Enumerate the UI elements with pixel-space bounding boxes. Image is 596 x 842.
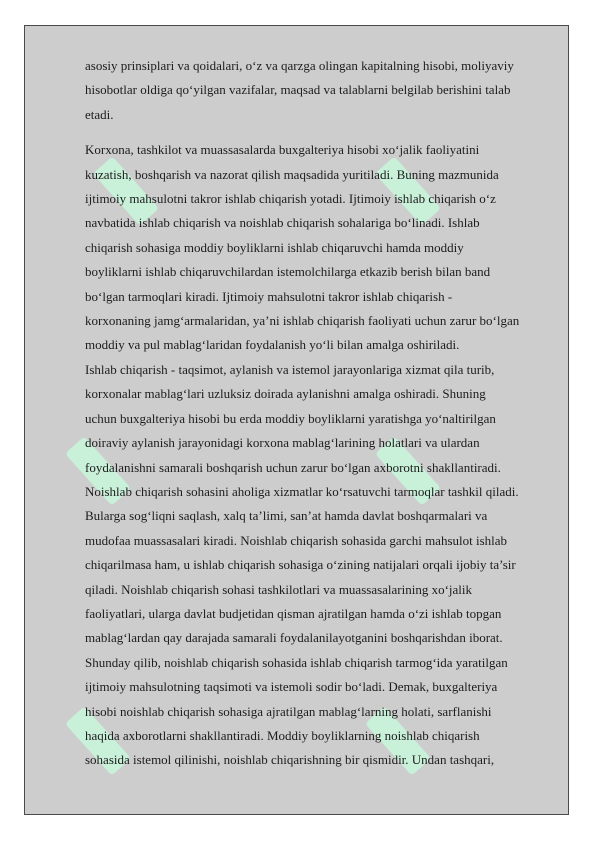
page-sheet [24, 25, 569, 815]
text-line: Ishlab chiqarish - taqsimot, aylanish va istemol jarayonlariga xizmat qila turib, [85, 361, 495, 377]
text-line: etadi. [85, 106, 114, 122]
text-line: Shunday qilib, noishlab chiqarish sohasida ishlab chiqarish tarmog‘ida yaratilgan [85, 654, 508, 670]
text-line: Bularga sog‘liqni saqlash, xalq ta’limi, san’at hamda davlat boshqarmalari va [85, 508, 488, 524]
text-line: hisobi noishlab chiqarish sohasiga ajratilgan mablag‘larning holati, sarflanishi [85, 703, 492, 719]
text-line: ijtimoiy mahsulotning taqsimoti va istemoli sodir bo‘ladi. Demak, buxgalteriya [85, 679, 498, 695]
text-line: korxonalar mablag‘lari uzluksiz doirada aylanishni amalga oshiradi. Shuning [85, 386, 486, 402]
text-line: moddiy va pul mablag‘laridan foydalanish yo‘li bilan amalga oshiriladi. [85, 337, 460, 353]
text-line: korxonaning jamg‘armalaridan, ya’ni ishlab chiqarish faoliyati uchun zarur bo‘lgan [85, 313, 520, 329]
text-line: doiraviy aylanish jarayonidagi korxona mablag‘larining holatlari va ulardan [85, 435, 480, 451]
text-line: sohasida istemol qilinishi, noishlab chiqarishning bir qismidir. Undan tashqari, [85, 752, 495, 768]
text-line: chiqarish sohasiga moddiy boyliklarni ishlab chiqaruvchi hamda moddiy [85, 239, 464, 255]
text-line: chiqarilmasa ham, u ishlab chiqarish sohasiga o‘zining natijalari orqali ijobiy ta’sir [85, 557, 516, 573]
text-line: mablag‘lardan qay darajada samarali foydalanilayotganini boshqarishdan iborat. [85, 630, 503, 646]
text-line: kuzatish, boshqarish va nazorat qilish maqsadida yuritiladi. Buning mazmunida [85, 166, 499, 182]
text-line: Korxona, tashkilot va muassasalarda buxgalteriya hisobi xo‘jalik faoliyatini [85, 142, 480, 158]
text-line: hisobotlar oldiga qo‘yilgan vazifalar, maqsad va talablarni belgilab berishini talab [85, 82, 511, 98]
paragraph [85, 54, 557, 127]
text-line: foydalanishni samarali boshqarish uchun zarur bo‘lgan axborotni shakllantiradi. [85, 459, 501, 475]
document-body [85, 54, 557, 773]
text-line: ijtimoiy mahsulotni takror ishlab chiqarish yotadi. Ijtimoiy ishlab chiqarish o‘z [85, 191, 496, 207]
text-line: asosiy prinsiplari va qoidalari, o‘z va qarzga olingan kapitalning hisobi, moliyaviy [85, 58, 514, 73]
text-line: navbatida ishlab chiqarish va noishlab chiqarish sohalariga bo‘linadi. Ishlab [85, 215, 480, 231]
text-line: haqida axborotlarni shakllantiradi. Moddiy boyliklarning noishlab chiqarish [85, 727, 480, 743]
text-line: uchun buxgalteriya hisobi bu erda moddiy boyliklarni yaratishga yo‘naltirilgan [85, 410, 496, 426]
paragraph [85, 138, 557, 773]
text-line: mudofaa muassasalari kiradi. Noishlab chiqarish sohasida garchi mahsulot ishlab [85, 532, 508, 548]
text-line: Noishlab chiqarish sohasini aholiga xizmatlar ko‘rsatuvchi tarmoqlar tashkil qiladi. [85, 483, 519, 499]
text-line: bo‘lgan tarmoqlari kiradi. Ijtimoiy mahsulotni takror ishlab chiqarish - [85, 288, 453, 304]
text-line: boyliklarni ishlab chiqaruvchilardan istemolchilarga etkazib berish bilan band [85, 264, 491, 280]
text-line: faoliyatlari, ularga davlat budjetidan qisman ajratilgan hamda o‘zi ishlab topgan [85, 605, 502, 621]
text-line: qiladi. Noishlab chiqarish sohasi tashkilotlari va muassasalarining xo‘jalik [85, 581, 473, 597]
